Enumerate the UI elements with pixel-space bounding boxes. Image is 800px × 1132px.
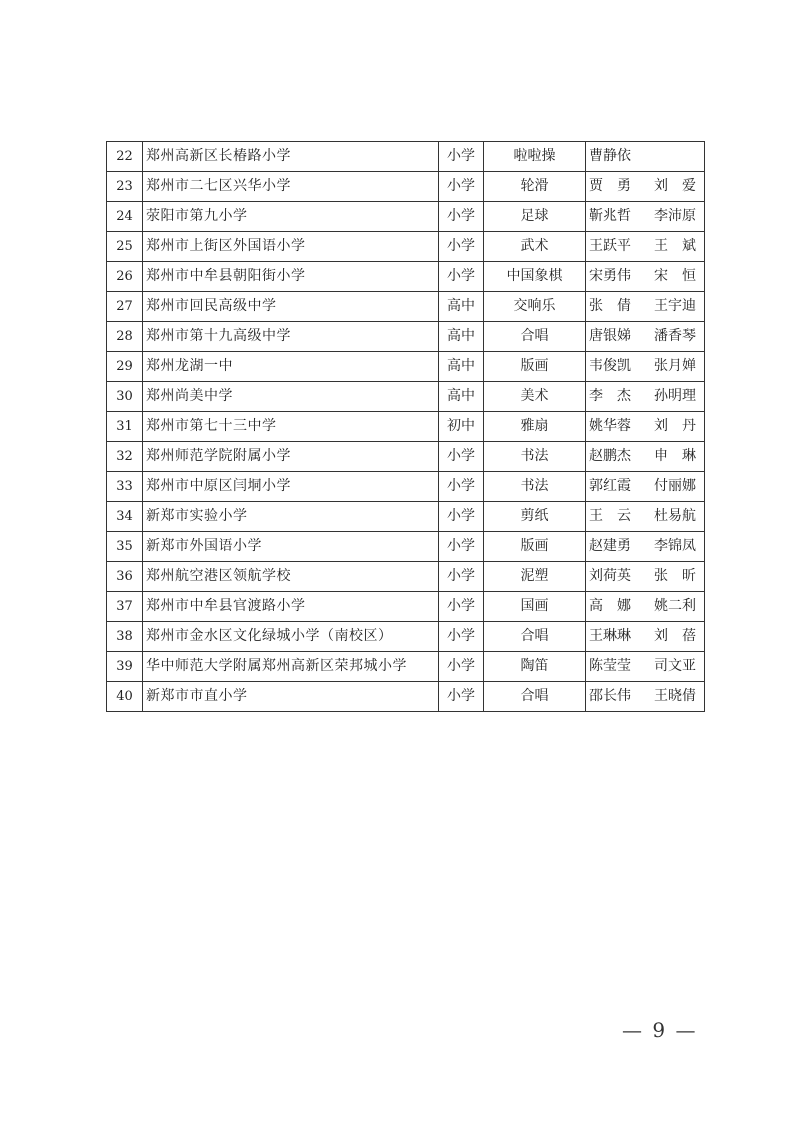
teacher-2-name: 刘 爱 xyxy=(654,178,696,194)
row-number-cell: 38 xyxy=(107,622,143,652)
teacher-1-name: 靳兆哲 xyxy=(589,208,631,224)
teachers-group xyxy=(589,352,696,381)
row-number-cell: 31 xyxy=(107,412,143,442)
teacher-1-name: 唐银娣 xyxy=(589,328,631,344)
teachers-group xyxy=(589,532,696,561)
project-cell: 合唱 xyxy=(484,322,586,352)
teachers-cell xyxy=(586,532,705,562)
teachers-cell xyxy=(586,262,705,292)
project-cell: 武术 xyxy=(484,232,586,262)
teacher-2-name: 潘香琴 xyxy=(654,328,696,344)
row-number-cell: 35 xyxy=(107,532,143,562)
school-name-cell: 郑州高新区长椿路小学 xyxy=(143,142,439,172)
project-cell: 国画 xyxy=(484,592,586,622)
teacher-2-name: 李沛原 xyxy=(654,208,696,224)
school-name-cell: 郑州市第十九高级中学 xyxy=(143,322,439,352)
table-row xyxy=(107,142,705,172)
teacher-1-name: 高 娜 xyxy=(589,598,631,614)
school-level-cell: 小学 xyxy=(439,202,484,232)
school-level-cell: 小学 xyxy=(439,232,484,262)
project-cell: 泥塑 xyxy=(484,562,586,592)
teacher-1-name: 赵建勇 xyxy=(589,538,631,554)
table-row xyxy=(107,202,705,232)
teacher-2-name: 宋 恒 xyxy=(654,268,696,284)
roster-table-body xyxy=(107,142,705,712)
teacher-1-name: 邵长伟 xyxy=(589,688,631,704)
teachers-group xyxy=(589,142,696,171)
school-level-cell: 小学 xyxy=(439,472,484,502)
teacher-1-name: 郭红霞 xyxy=(589,478,631,494)
teacher-1-name: 姚华蓉 xyxy=(589,418,631,434)
teachers-group xyxy=(589,412,696,441)
school-level-cell: 小学 xyxy=(439,142,484,172)
teacher-2-name: 司文亚 xyxy=(654,658,696,674)
teachers-group xyxy=(589,172,696,201)
row-number-cell: 26 xyxy=(107,262,143,292)
table-row xyxy=(107,532,705,562)
project-cell: 轮滑 xyxy=(484,172,586,202)
row-number-cell: 34 xyxy=(107,502,143,532)
row-number-cell: 30 xyxy=(107,382,143,412)
teacher-2-name: 孙明理 xyxy=(654,388,696,404)
table-row xyxy=(107,352,705,382)
teacher-2-name: 刘 丹 xyxy=(654,418,696,434)
project-cell: 版画 xyxy=(484,352,586,382)
project-cell: 足球 xyxy=(484,202,586,232)
project-cell: 啦啦操 xyxy=(484,142,586,172)
row-number-cell: 32 xyxy=(107,442,143,472)
teachers-group xyxy=(589,622,696,651)
teacher-1-name: 陈莹莹 xyxy=(589,658,631,674)
teachers-group xyxy=(589,202,696,231)
teachers-group xyxy=(589,652,696,681)
school-name-cell: 郑州市中牟县官渡路小学 xyxy=(143,592,439,622)
table-row xyxy=(107,262,705,292)
school-name-cell: 郑州市二七区兴华小学 xyxy=(143,172,439,202)
school-level-cell: 小学 xyxy=(439,622,484,652)
teacher-2-name: 王晓倩 xyxy=(654,688,696,704)
teacher-2-name: 张月婵 xyxy=(654,358,696,374)
teacher-2-name: 姚二利 xyxy=(654,598,696,614)
table-row xyxy=(107,682,705,712)
project-cell: 合唱 xyxy=(484,682,586,712)
teachers-cell xyxy=(586,562,705,592)
table-row xyxy=(107,292,705,322)
school-level-cell: 高中 xyxy=(439,292,484,322)
school-level-cell: 高中 xyxy=(439,352,484,382)
teacher-1-name: 张 倩 xyxy=(589,298,631,314)
school-level-cell: 小学 xyxy=(439,532,484,562)
school-name-cell: 郑州师范学院附属小学 xyxy=(143,442,439,472)
teachers-group xyxy=(589,262,696,291)
teacher-2-name: 王宇迪 xyxy=(654,298,696,314)
row-number-cell: 28 xyxy=(107,322,143,352)
row-number-cell: 40 xyxy=(107,682,143,712)
page-number: — 9 — xyxy=(622,1018,698,1042)
teachers-group xyxy=(589,472,696,501)
teacher-2-name: 张 昕 xyxy=(654,568,696,584)
table-row xyxy=(107,652,705,682)
school-roster-table xyxy=(106,141,705,712)
project-cell: 书法 xyxy=(484,472,586,502)
teachers-group xyxy=(589,322,696,351)
teachers-group xyxy=(589,502,696,531)
table-row xyxy=(107,322,705,352)
teachers-cell xyxy=(586,682,705,712)
teachers-group xyxy=(589,232,696,261)
school-name-cell: 新郑市外国语小学 xyxy=(143,532,439,562)
teachers-cell xyxy=(586,592,705,622)
table-row xyxy=(107,592,705,622)
table-row xyxy=(107,412,705,442)
row-number-cell: 39 xyxy=(107,652,143,682)
teachers-cell xyxy=(586,352,705,382)
teacher-2-name: 李锦凤 xyxy=(654,538,696,554)
table-row xyxy=(107,232,705,262)
school-name-cell: 郑州市第七十三中学 xyxy=(143,412,439,442)
teachers-group xyxy=(589,442,696,471)
row-number-cell: 22 xyxy=(107,142,143,172)
project-cell: 剪纸 xyxy=(484,502,586,532)
school-name-cell: 郑州市中牟县朝阳街小学 xyxy=(143,262,439,292)
teachers-cell xyxy=(586,412,705,442)
school-level-cell: 小学 xyxy=(439,262,484,292)
table-row xyxy=(107,472,705,502)
teachers-cell xyxy=(586,382,705,412)
school-name-cell: 郑州市上街区外国语小学 xyxy=(143,232,439,262)
row-number-cell: 33 xyxy=(107,472,143,502)
teacher-1-name: 曹静依 xyxy=(589,148,631,164)
school-level-cell: 小学 xyxy=(439,562,484,592)
teachers-group xyxy=(589,292,696,321)
teachers-cell xyxy=(586,502,705,532)
project-cell: 中国象棋 xyxy=(484,262,586,292)
school-level-cell: 高中 xyxy=(439,322,484,352)
project-cell: 雅扇 xyxy=(484,412,586,442)
school-name-cell: 郑州市中原区闫垌小学 xyxy=(143,472,439,502)
teachers-cell xyxy=(586,472,705,502)
teacher-1-name: 赵鹏杰 xyxy=(589,448,631,464)
project-cell: 交响乐 xyxy=(484,292,586,322)
table-row xyxy=(107,442,705,472)
teachers-cell xyxy=(586,172,705,202)
school-level-cell: 小学 xyxy=(439,682,484,712)
row-number-cell: 27 xyxy=(107,292,143,322)
school-level-cell: 小学 xyxy=(439,592,484,622)
teachers-cell xyxy=(586,292,705,322)
teacher-1-name: 李 杰 xyxy=(589,388,631,404)
teachers-cell xyxy=(586,202,705,232)
teacher-2-name: 刘 蓓 xyxy=(654,628,696,644)
school-name-cell: 郑州龙湖一中 xyxy=(143,352,439,382)
school-name-cell: 华中师范大学附属郑州高新区荣邦城小学 xyxy=(143,652,439,682)
school-level-cell: 小学 xyxy=(439,652,484,682)
teachers-group xyxy=(589,682,696,711)
table-row xyxy=(107,622,705,652)
teachers-group xyxy=(589,382,696,411)
school-level-cell: 小学 xyxy=(439,172,484,202)
teacher-2-name: 王 斌 xyxy=(654,238,696,254)
school-name-cell: 新郑市市直小学 xyxy=(143,682,439,712)
teachers-group xyxy=(589,592,696,621)
school-level-cell: 初中 xyxy=(439,412,484,442)
school-name-cell: 荥阳市第九小学 xyxy=(143,202,439,232)
row-number-cell: 24 xyxy=(107,202,143,232)
teacher-1-name: 宋勇伟 xyxy=(589,268,631,284)
table-row xyxy=(107,562,705,592)
school-name-cell: 郑州尚美中学 xyxy=(143,382,439,412)
teacher-2-name: 杜易航 xyxy=(654,508,696,524)
teachers-cell xyxy=(586,652,705,682)
teacher-1-name: 韦俊凯 xyxy=(589,358,631,374)
project-cell: 陶笛 xyxy=(484,652,586,682)
teachers-cell xyxy=(586,232,705,262)
teachers-cell xyxy=(586,442,705,472)
row-number-cell: 25 xyxy=(107,232,143,262)
project-cell: 美术 xyxy=(484,382,586,412)
teachers-cell xyxy=(586,622,705,652)
teacher-2-name: 申 琳 xyxy=(654,448,696,464)
row-number-cell: 23 xyxy=(107,172,143,202)
school-level-cell: 高中 xyxy=(439,382,484,412)
table-row xyxy=(107,502,705,532)
school-name-cell: 新郑市实验小学 xyxy=(143,502,439,532)
row-number-cell: 29 xyxy=(107,352,143,382)
teacher-1-name: 王琳琳 xyxy=(589,628,631,644)
teachers-group xyxy=(589,562,696,591)
table-row xyxy=(107,382,705,412)
teacher-1-name: 刘荷英 xyxy=(589,568,631,584)
teacher-2-name: 付丽娜 xyxy=(654,478,696,494)
row-number-cell: 37 xyxy=(107,592,143,622)
teacher-1-name: 贾 勇 xyxy=(589,178,631,194)
project-cell: 版画 xyxy=(484,532,586,562)
project-cell: 书法 xyxy=(484,442,586,472)
teacher-1-name: 王跃平 xyxy=(589,238,631,254)
school-name-cell: 郑州市回民高级中学 xyxy=(143,292,439,322)
school-name-cell: 郑州航空港区领航学校 xyxy=(143,562,439,592)
teacher-1-name: 王 云 xyxy=(589,508,631,524)
project-cell: 合唱 xyxy=(484,622,586,652)
school-name-cell: 郑州市金水区文化绿城小学（南校区） xyxy=(143,622,439,652)
table-row xyxy=(107,172,705,202)
teachers-cell xyxy=(586,322,705,352)
school-level-cell: 小学 xyxy=(439,502,484,532)
row-number-cell: 36 xyxy=(107,562,143,592)
teachers-cell xyxy=(586,142,705,172)
school-level-cell: 小学 xyxy=(439,442,484,472)
